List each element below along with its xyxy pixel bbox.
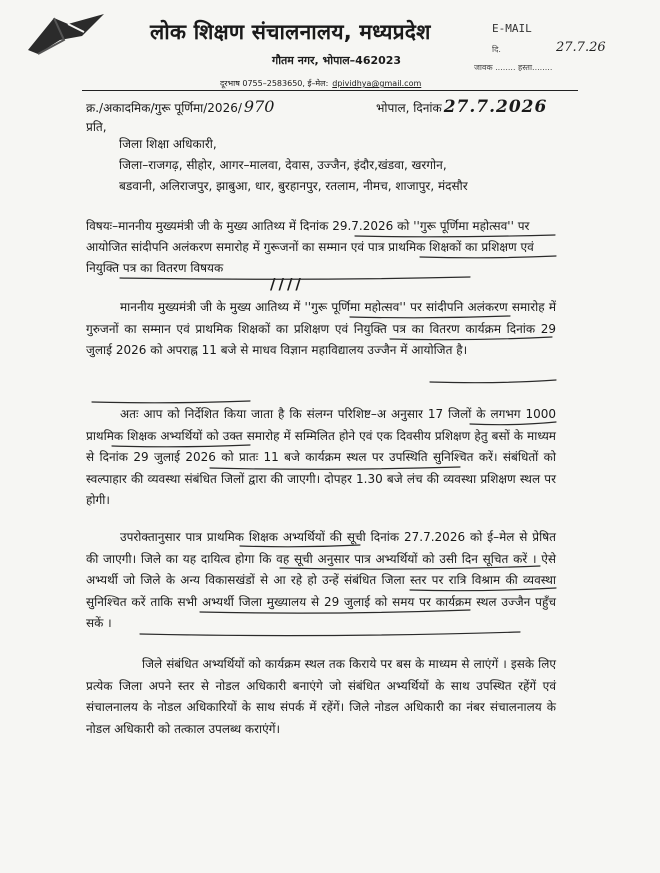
recipient-districts-2: बडवानी, अलिराजपुर, झाबुआ, धार, बुरहानपुर, रतलाम, नीमच, शाजापुर, मंदसौर — [119, 179, 468, 193]
recipient-districts-1: जिला–राजगढ़, सीहोर, आगर–मालवा, देवास, उज्जैन, इंदौर,खंडवा, खरगोन, — [119, 158, 447, 172]
email-stamp: E-MAIL — [492, 22, 532, 35]
subject-block — [86, 216, 556, 279]
letter-date — [376, 97, 547, 117]
salutation: प्रति, — [86, 120, 107, 134]
underline-para1-4 — [92, 401, 250, 403]
reference-prefix: क्र./अकादमिक/गुरू पूर्णिमा/2026/ — [86, 101, 242, 115]
paragraph-3: उपरोक्तानुसार पात्र प्राथमिक शिक्षक अभ्यर्थियों की सूची दिनांक 27.7.2026 को ई–मेल से प्रेषित की जाएगी। जिले का यह दायित्व होगा कि वह सूची अनुसार पात्र अभ्यर्थियों को उसी दिन सूचित करें । ऐसे अभ्यर्थी जो जिले के अन्य विकासखंडों से आ रहे हो उन्हें संबंधित जिला स्तर पर रात्रि विश्राम की व्यवस्था सुनिश्चित करें ताकि सभी अभ्यर्थी जिला मुख्यालय से 29 जुलाई को समय पर कार्यक्रम स्थल उज्जैन पहुँच सकें । — [86, 530, 556, 631]
recipient-block — [119, 134, 468, 197]
department-logo-icon — [24, 10, 108, 58]
phone-label: दूरभाष 0755–2583650, ई–मेल: — [220, 79, 329, 88]
paragraph-4: जिले संबंधित अभ्यर्थियों को कार्यक्रम स्थल तक किराये पर बस के माध्यम से लाएंगें । इसके लिए प्रत्येक जिला अपने स्तर से नोडल अधिकारी बनाएंगे जो संबंधित अभ्यर्थियों के साथ उपस्थित रहेंगें एवं संचालनालय के नोडल अधिकारियों के साथ संपर्क में रहेंगें। जिले नोडल अधिकारी का नंबर संचालनालय के नोडल अधिकारी को तत्काल उपलब्ध कराएंगें। — [86, 657, 556, 736]
underline-para1-3 — [430, 380, 556, 383]
subject-separator: //// — [270, 275, 304, 293]
email-link[interactable]: dpividhya@gmail.com — [332, 79, 422, 88]
date-prefix: भोपाल, दिनांक — [376, 101, 442, 115]
stamp-date-label: दि. — [492, 45, 501, 54]
subject-text: माननीय मुख्यमंत्री जी के मुख्य आतिथ्य में दिनांक 29.7.2026 को ''गुरू पूर्णिमा महोत्सव'' पर आयोजित सांदीपनि अलंकरण समारोह में गुरूजनों का सम्मान एवं पात्र प्राथमिक शिक्षकों का प्रशिक्षण एवं नियुक्ति पत्र का वितरण विषयक — [86, 219, 534, 275]
reference-number — [86, 97, 274, 116]
subject-label: विषयः– — [86, 219, 119, 233]
contact-line — [220, 78, 421, 89]
office-address: गौतम नगर, भोपाल–462023 — [272, 54, 402, 67]
recipient-title: जिला शिक्षा अधिकारी, — [119, 137, 217, 151]
paragraph-2: अतः आप को निर्देशित किया जाता है कि संलग्न परिशिष्ट–अ अनुसार 17 जिलों के लगभग 1000 प्राथमिक शिक्षक अभ्यर्थियों को उक्त समारोह में सम्मिलित होने एवं एक दिवसीय प्रशिक्षण हेतु बसों के माध्यम से दिनांक 29 जुलाई 2026 को प्रातः 11 बजे कार्यक्रम स्थल पर उपस्थिति सुनिश्चित करें। संबंधितों को स्वल्पाहार की व्यवस्था संबंधित जिलों द्वारा की जाएगी। दोपहर 1.30 बजे लंच की व्यवस्था प्रशिक्षण स्थल पर होगी। — [86, 407, 556, 508]
reference-handwritten-number: 970 — [243, 97, 275, 116]
header-divider — [82, 90, 578, 91]
stamp-receipt-line: जावक ........ हस्ता........ — [474, 63, 553, 72]
date-handwritten: 27.7.2026 — [443, 97, 548, 117]
paragraph-1: माननीय मुख्यमंत्री जी के मुख्य आतिथ्य में ''गुरू पूर्णिमा महोत्सव'' पर सांदीपनि अलंकरण समारोह में गुरुजनों का सम्मान एवं प्राथमिक शिक्षकों का प्रशिक्षण एवं नियुक्ति पत्र का वितरण कार्यक्रम दिनांक 29 जुलाई 2026 को अपराह्न 11 बजे से माधव विज्ञान महाविद्यालय उज्जैन में आयोजित है। — [86, 300, 556, 358]
stamp-date: 27.7.26 — [556, 40, 606, 55]
page-title: लोक शिक्षण संचालनालय, मध्यप्रदेश — [150, 20, 431, 44]
